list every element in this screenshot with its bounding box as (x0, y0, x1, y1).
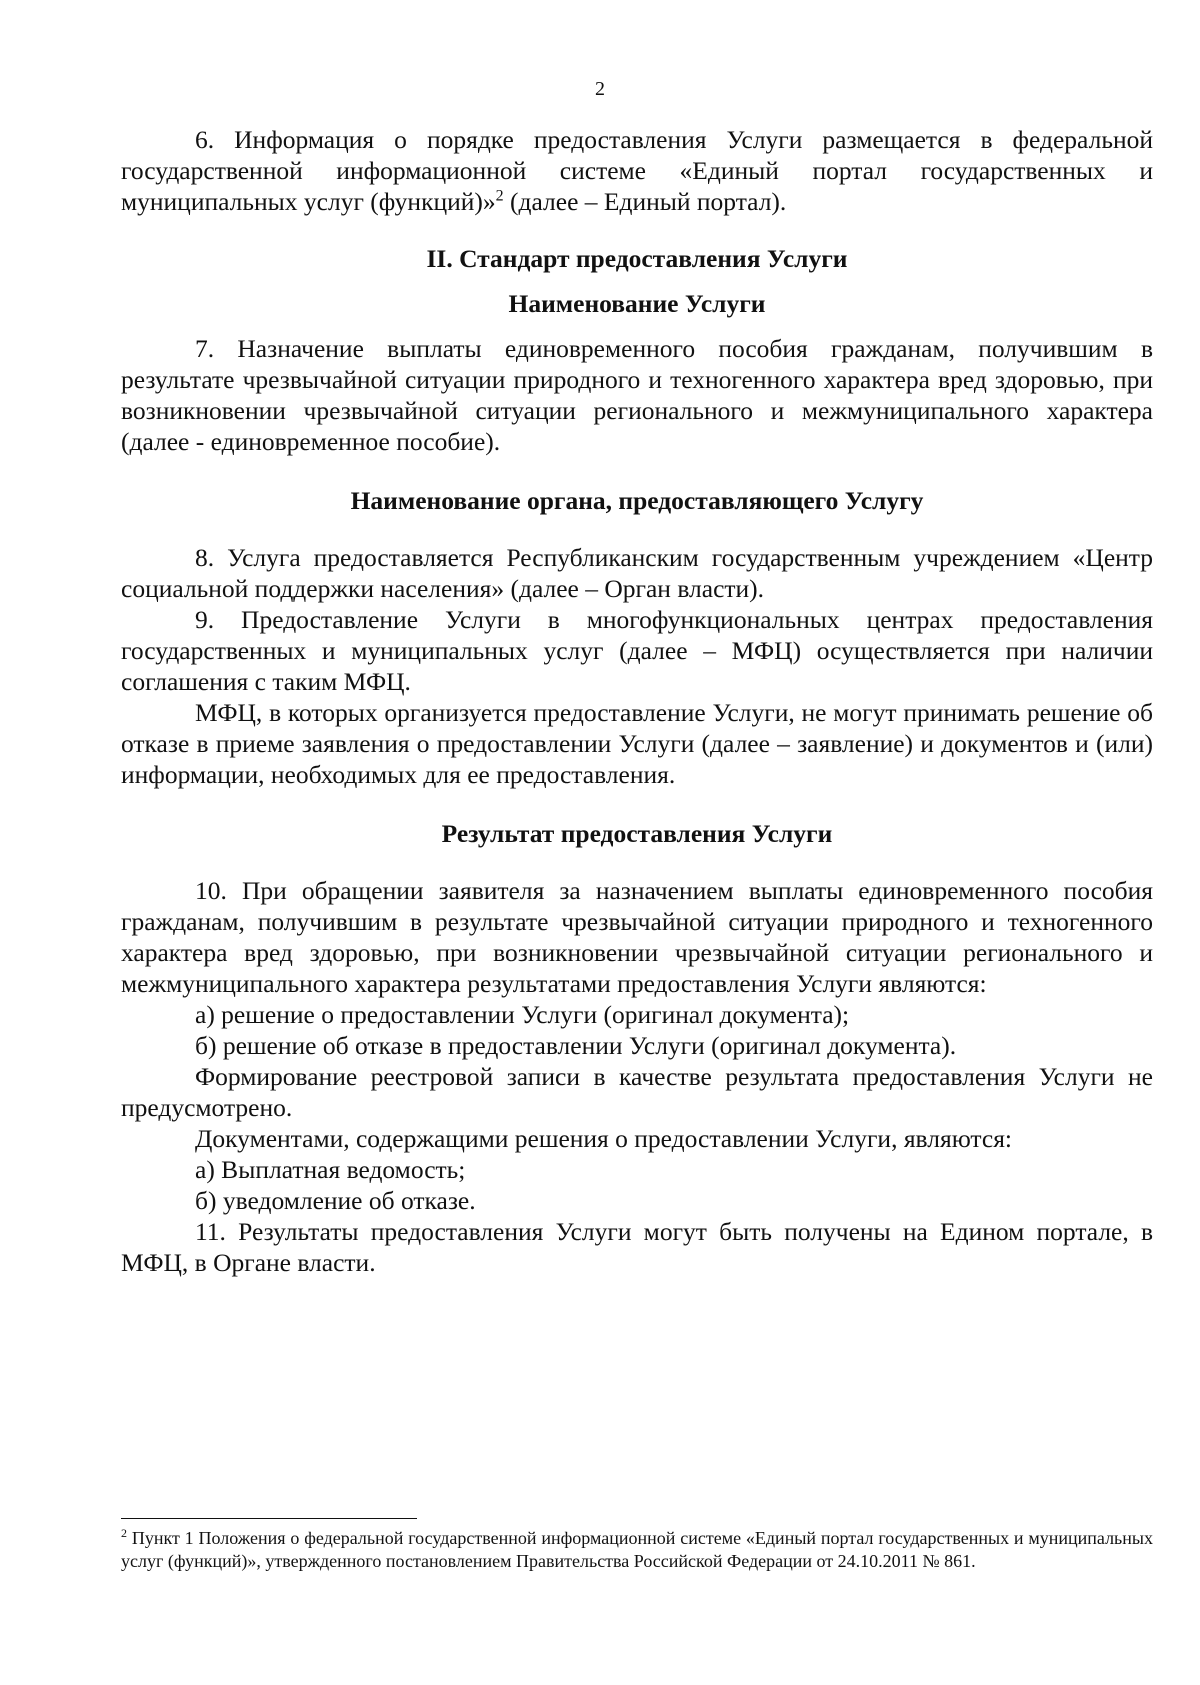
paragraph-6-text: 6. Информация о порядке предоставления Услуги размещается в федеральной государственной информационной системе «Единый портал государственных и муниципальных услуг (функций)» (121, 125, 1153, 216)
paragraph-11: 11. Результаты предоставления Услуги могут быть получены на Едином портале, в МФЦ, в Органе власти. (121, 1217, 1153, 1277)
paragraph-registry: Формирование реестровой записи в качестве результата предоставления Услуги не предусмотрено. (121, 1062, 1153, 1122)
subheading-authority: Наименование органа, предоставляющего Услугу (350, 486, 924, 515)
list-item-a-statement: а) Выплатная ведомость; (195, 1155, 466, 1184)
paragraph-documents: Документами, содержащими решения о предоставлении Услуги, являются: (195, 1124, 1013, 1153)
paragraph-10: 10. При обращении заявителя за назначением выплаты единовременного пособия гражданам, получившим в результате чрезвычайной ситуации природного и техногенного характера вред здоровью, при возникновении чрезвычайной ситуации регионального и межмуниципального характера результатами предоставления Услуги являются: (121, 876, 1153, 998)
footnote-text: Пункт 1 Положения о федеральной государственной информационной системе «Единый портал государственных и муниципальных услуг (функций)», утвержденного постановлением Правительства Российской Федерации от 24.10.2011 № 861. (121, 1528, 1153, 1571)
footnote (121, 1527, 1153, 1573)
list-item-b-notice: б) уведомление об отказе. (195, 1186, 476, 1215)
subheading-service-name: Наименование Услуги (508, 289, 766, 318)
paragraph-9: 9. Предоставление Услуги в многофункциональных центрах предоставления государственных и муниципальных услуг (далее – МФЦ) осуществляется при наличии соглашения с таким МФЦ. (121, 605, 1153, 696)
paragraph-9-continued: МФЦ, в которых организуется предоставление Услуги, не могут принимать решение об отказе в приеме заявления о предоставлении Услуги (далее – заявление) и документов и (или) информации, необходимых для ее предоставления. (121, 698, 1153, 789)
footnote-divider (121, 1518, 417, 1519)
paragraph-7: 7. Назначение выплаты единовременного пособия гражданам, получившим в результате чрезвычайной ситуации природного и техногенного характера вред здоровью, при возникновении чрезвычайной ситуации регионального и межмуниципального характера (далее - единовременное пособие). (121, 334, 1153, 456)
paragraph-8: 8. Услуга предоставляется Республиканским государственным учреждением «Центр социальной поддержки населения» (далее – Орган власти). (121, 543, 1153, 603)
list-item-a: а) решение о предоставлении Услуги (оригинал документа); (195, 1000, 850, 1029)
page-number: 2 (595, 78, 605, 100)
section-heading: II. Стандарт предоставления Услуги (426, 244, 848, 273)
document-body (121, 124, 1153, 1278)
list-item-b: б) решение об отказе в предоставлении Услуги (оригинал документа). (195, 1031, 957, 1060)
paragraph-6-text-end: (далее – Единый портал). (503, 187, 787, 216)
footnote-mark: 2 (121, 1526, 127, 1540)
subheading-result: Результат предоставления Услуги (441, 819, 833, 848)
paragraph-6 (121, 124, 1153, 217)
footnote-reference: 2 (495, 187, 504, 205)
